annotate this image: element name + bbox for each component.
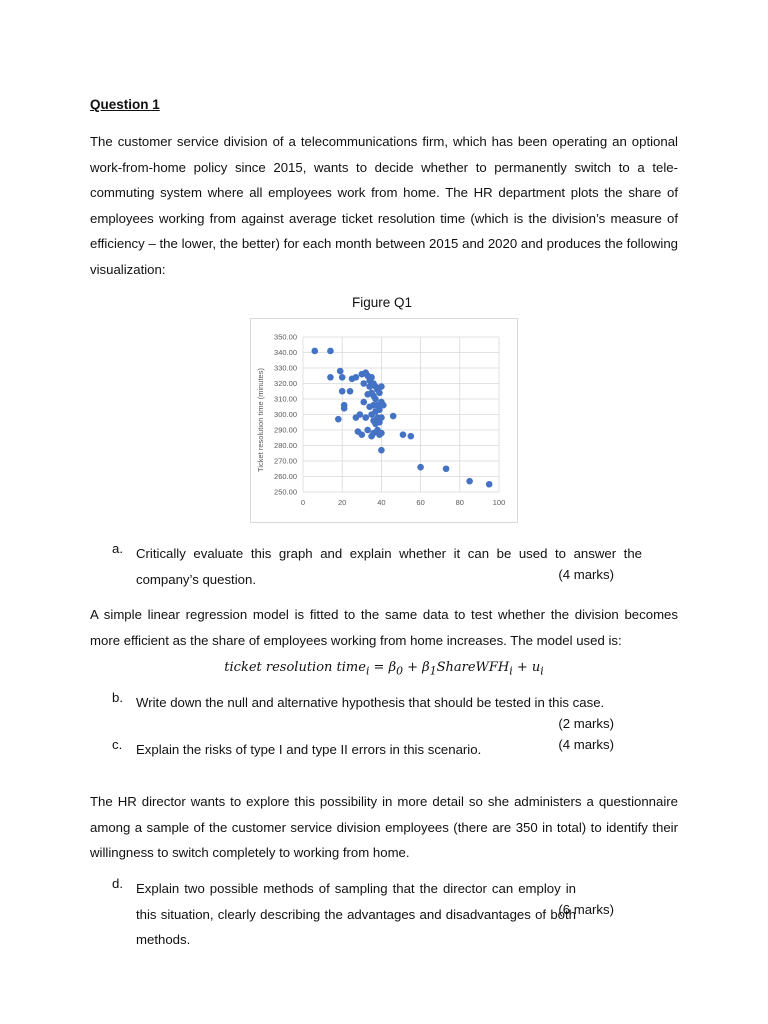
y-tick-label: 350.00: [274, 332, 297, 342]
scatter-point: [364, 427, 371, 434]
part-b-marks: (2 marks): [558, 715, 614, 731]
part-a-marks: (4 marks): [558, 566, 614, 582]
x-tick-label: 60: [416, 498, 425, 507]
y-tick-label: 250.00: [274, 487, 297, 497]
y-axis-label: Ticket resolution time (minutes): [256, 368, 265, 472]
scatter-point: [390, 413, 397, 420]
regression-paragraph: A simple linear regression model is fitted to the same data to test whether the division becomes more efficient as the share of employees working from home increases. The model used is:: [90, 607, 678, 648]
part-c-text: Explain the risks of type I and type II errors in this scenario.: [136, 742, 482, 757]
scatter-point: [380, 402, 387, 409]
y-tick-label: 290.00: [274, 425, 297, 435]
scatter-point: [327, 348, 334, 355]
y-tick-label: 260.00: [274, 472, 297, 482]
scatter-point: [417, 464, 424, 471]
part-d-marks: (6 marks): [558, 901, 614, 917]
scatter-point: [408, 433, 415, 440]
chart-points: [311, 348, 492, 488]
scatter-point: [327, 374, 334, 381]
x-tick-label: 20: [338, 498, 347, 507]
scatter-chart-svg: [251, 319, 517, 522]
scatter-point: [360, 399, 367, 406]
part-a-text: Critically evaluate this graph and explain whether it can be used to answer the company’s question.: [136, 546, 642, 587]
scatter-point: [378, 447, 385, 454]
scatter-point: [362, 414, 369, 421]
scatter-point: [353, 374, 360, 381]
part-b-label: b.: [112, 690, 123, 705]
scatter-point: [341, 405, 348, 412]
part-d-text: Explain two possible methods of sampling that the director can employ in this situation, clearly describing the advantages and disadvantages of both methods.: [136, 881, 576, 947]
scatter-point: [376, 390, 383, 397]
y-tick-label: 300.00: [274, 410, 297, 420]
scatter-point: [400, 431, 407, 438]
scatter-point: [335, 416, 342, 423]
y-tick-label: 330.00: [274, 363, 297, 373]
chart-grid: [303, 337, 499, 492]
scatter-point: [360, 380, 367, 387]
x-tick-label: 40: [377, 498, 386, 507]
part-b-text: Write down the null and alternative hypothesis that should be tested in this case.: [136, 695, 605, 710]
y-tick-label: 280.00: [274, 441, 297, 451]
scatter-point: [359, 431, 366, 438]
y-tick-label: 340.00: [274, 348, 297, 358]
scatter-point: [378, 430, 385, 437]
scatter-point: [357, 411, 364, 418]
y-tick-label: 310.00: [274, 394, 297, 404]
part-a-label: a.: [112, 541, 123, 556]
scatter-point: [339, 388, 346, 395]
scatter-point: [311, 348, 318, 355]
scatter-point: [339, 374, 346, 381]
intro-paragraph: The customer service division of a telecommunications firm, which has been operating an optional work-from-home policy since 2015, wants to decide whether to permanently switch to a tele-commuting system where all employees work from home. The HR department plots the share of employees working from against average ticket resolution time (which is the division’s measure of efficiency – the lower, the better) for each month between 2015 and 2020 and produces the following visualization:: [90, 134, 678, 277]
x-tick-label: 80: [455, 498, 464, 507]
scatter-point: [378, 383, 385, 390]
question-title: Question 1: [90, 97, 160, 112]
y-tick-label: 320.00: [274, 379, 297, 389]
scatter-point: [347, 388, 354, 395]
part-d-label: d.: [112, 876, 123, 891]
x-tick-label: 0: [300, 498, 306, 507]
scatter-point: [443, 465, 450, 472]
formula-dependent: ticket resolution time: [224, 660, 366, 675]
regression-formula: ticket resolution time$_i$ = $\beta_0$ + $\beta_1ShareWFH_i + u_i$: [224, 660, 544, 678]
scatter-point: [466, 478, 473, 485]
director-paragraph: The HR director wants to explore this possibility in more detail so she administers a questionnaire among a sample of the customer service division employees (there are 350 in total) to identify their willingness to switch completely to working from home.: [90, 794, 678, 860]
x-tick-label: 100: [492, 498, 506, 507]
part-c-marks: (4 marks): [558, 737, 614, 752]
scatter-point: [372, 396, 379, 403]
scatter-point: [337, 368, 344, 375]
y-tick-label: 270.00: [274, 456, 297, 466]
scatter-point: [486, 481, 493, 488]
scatter-point: [378, 414, 385, 421]
scatter-chart: [250, 318, 518, 523]
scatter-point: [368, 374, 375, 381]
figure-title: Figure Q1: [351, 295, 413, 310]
part-c-label: c.: [112, 737, 123, 752]
